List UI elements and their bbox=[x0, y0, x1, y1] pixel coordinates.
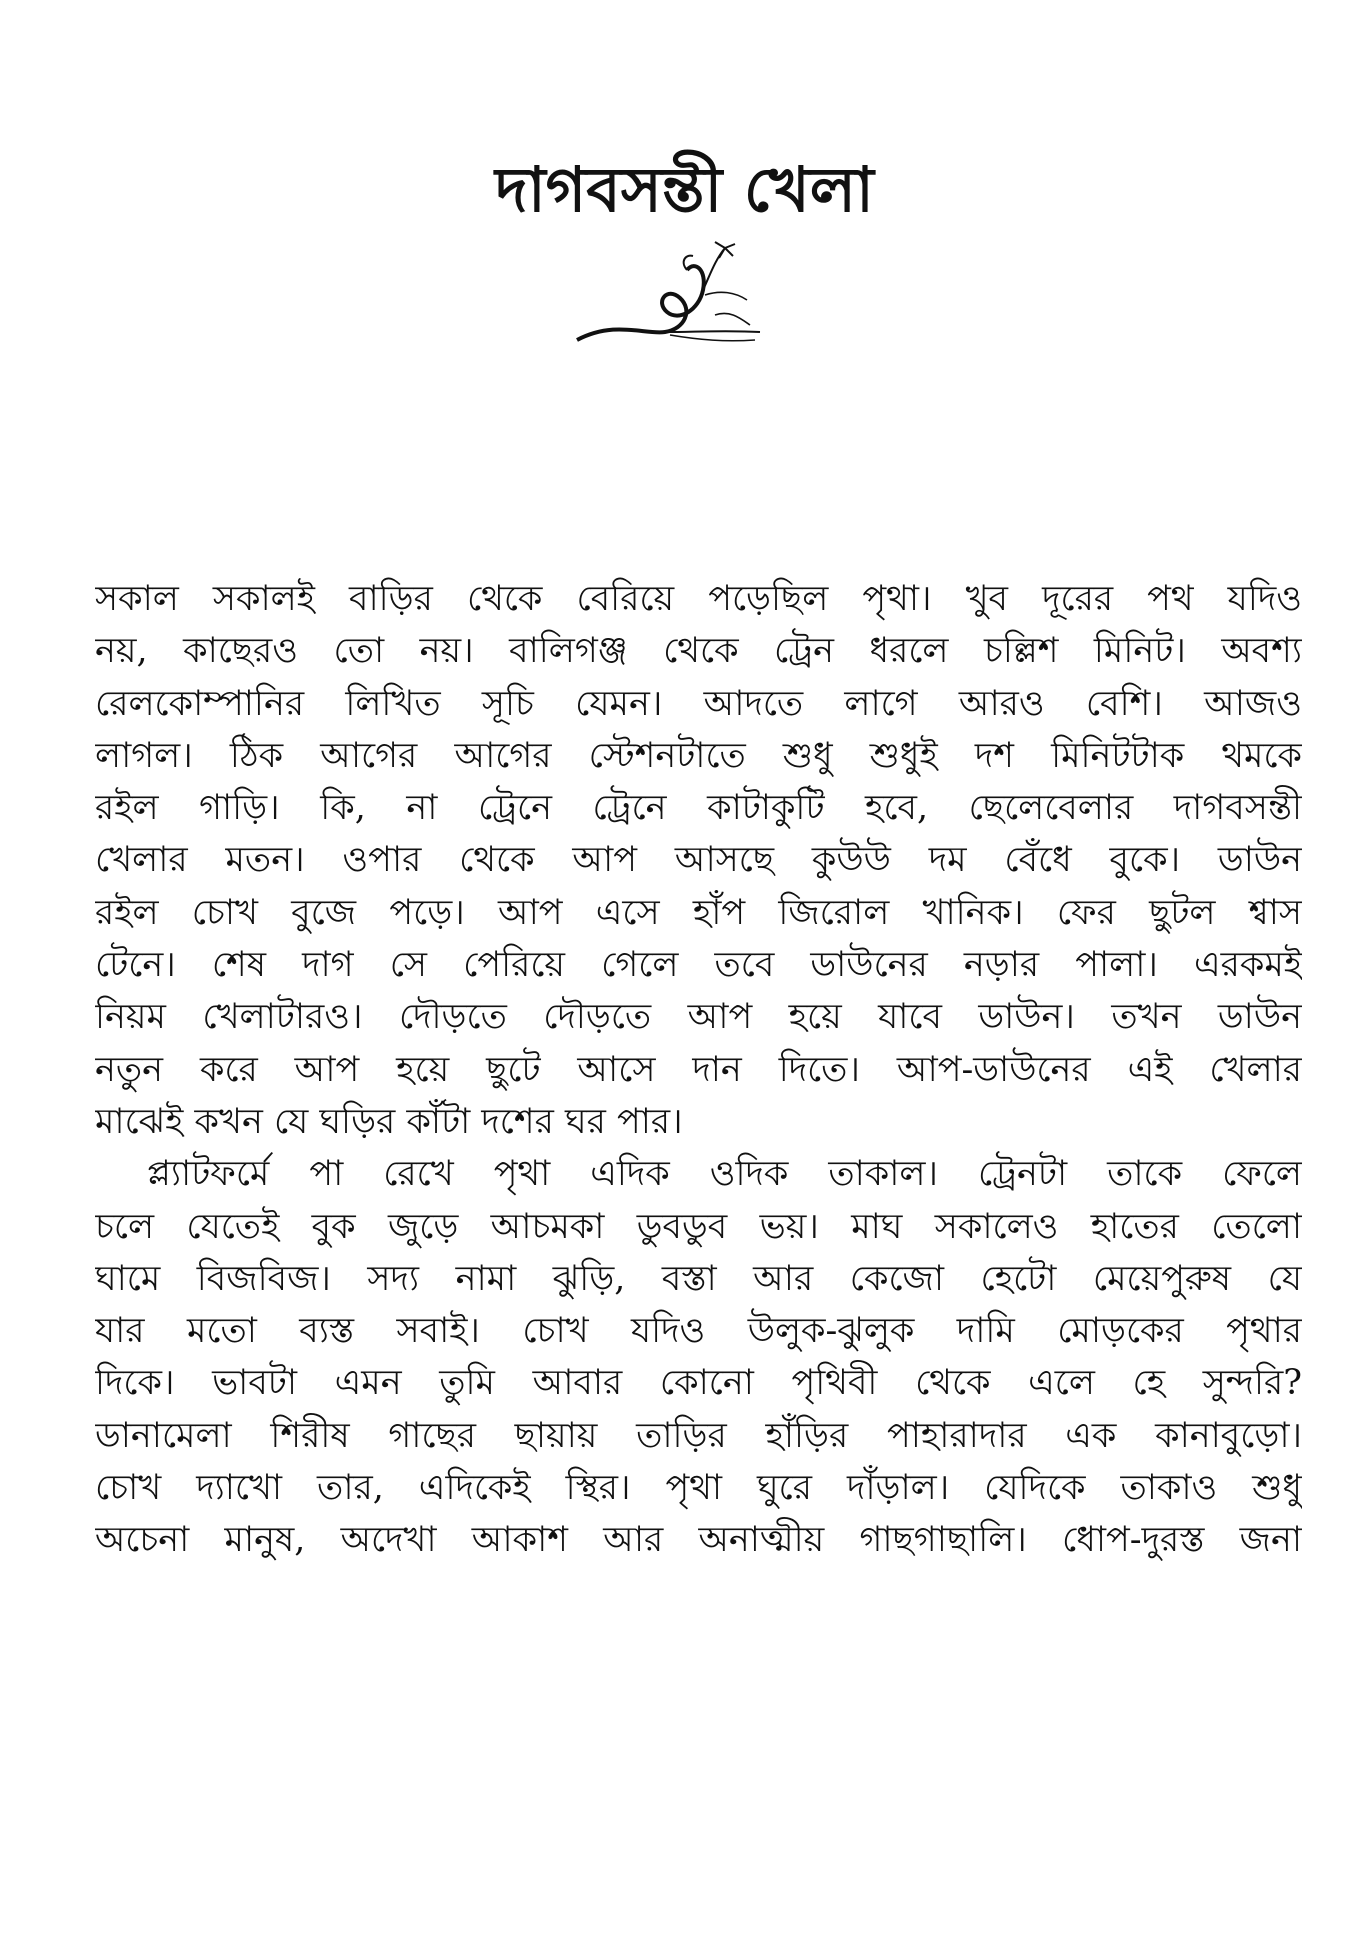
paragraph-1 bbox=[95, 573, 1302, 1148]
text-line: নতুন করে আপ হয়ে ছুটে আসে দান দিতে। আপ-ডাউনের এই খেলার bbox=[95, 1049, 1302, 1090]
text-line: প্ল্যাটফর্মে পা রেখে পৃথা এদিক ওদিক তাকাল। ট্রেনটা তাকে ফেলে bbox=[147, 1154, 1302, 1195]
floral-ornament-icon bbox=[575, 240, 765, 355]
text-line: টেনে। শেষ দাগ সে পেরিয়ে গেলে তবে ডাউনের নড়ার পালা। এরকমই bbox=[95, 945, 1302, 986]
story-text bbox=[95, 573, 1302, 1567]
text-line: সকাল সকালই বাড়ির থেকে বেরিয়ে পড়েছিল পৃথা। খুব দূরের পথ যদিও bbox=[95, 579, 1302, 619]
text-line: চোখ দ্যাখো তার, এদিকেই স্থির। পৃথা ঘুরে দাঁড়াল। যেদিকে তাকাও শুধু bbox=[95, 1468, 1302, 1509]
text-line: দিকে। ভাবটা এমন তুমি আবার কোনো পৃথিবী থেকে এলে হে সুন্দরি? bbox=[95, 1363, 1302, 1404]
page-title: দাগবসন্তী খেলা bbox=[495, 152, 874, 226]
text-line: যার মতো ব্যস্ত সবাই। চোখ যদিও উলুক-ঝুলুক দামি মোড়কের পৃথার bbox=[95, 1311, 1302, 1352]
text-line: অচেনা মানুষ, অদেখা আকাশ আর অনাত্মীয় গাছগাছালি। ধোপ-দুরস্ত জনা bbox=[95, 1520, 1302, 1561]
text-line: ঘামে বিজবিজ। সদ্য নামা ঝুড়ি, বস্তা আর কেজো হেটো মেয়েপুরুষ যে bbox=[95, 1258, 1302, 1299]
text-line: নয়, কাছেরও তো নয়। বালিগঞ্জ থেকে ট্রেন ধরলে চল্লিশ মিনিট। অবশ্য bbox=[95, 631, 1302, 672]
text-line: খেলার মতন। ওপার থেকে আপ আসছে কুউউ দম বেঁধে বুকে। ডাউন bbox=[95, 840, 1302, 881]
text-line: রইল গাড়ি। কি, না ট্রেনে ট্রেনে কাটাকুটি হবে, ছেলেবেলার দাগবসন্তী bbox=[95, 788, 1302, 829]
text-line: মাঝেই কখন যে ঘড়ির কাঁটা দশের ঘর পার। bbox=[95, 1101, 683, 1142]
text-line: লাগল। ঠিক আগের আগের স্টেশনটাতে শুধু শুধুই দশ মিনিটটাক থমকে bbox=[95, 735, 1302, 776]
text-line: নিয়ম খেলাটারও। দৌড়তে দৌড়তে আপ হয়ে যাবে ডাউন। তখন ডাউন bbox=[95, 997, 1302, 1038]
paragraph-2 bbox=[95, 1148, 1302, 1566]
text-line: চলে যেতেই বুক জুড়ে আচমকা ডুবডুব ভয়। মাঘ সকালেও হাতের তেলো bbox=[95, 1206, 1302, 1247]
text-line: রইল চোখ বুজে পড়ে। আপ এসে হাঁপ জিরোল খানিক। ফের ছুটল শ্বাস bbox=[95, 892, 1302, 933]
text-line: ডানামেলা শিরীষ গাছের ছায়ায় তাড়ির হাঁড়ির পাহারাদার এক কানাবুড়ো। bbox=[95, 1415, 1302, 1456]
text-line: রেলকোম্পানির লিখিত সূচি যেমন। আদতে লাগে আরও বেশি। আজও bbox=[95, 683, 1302, 724]
